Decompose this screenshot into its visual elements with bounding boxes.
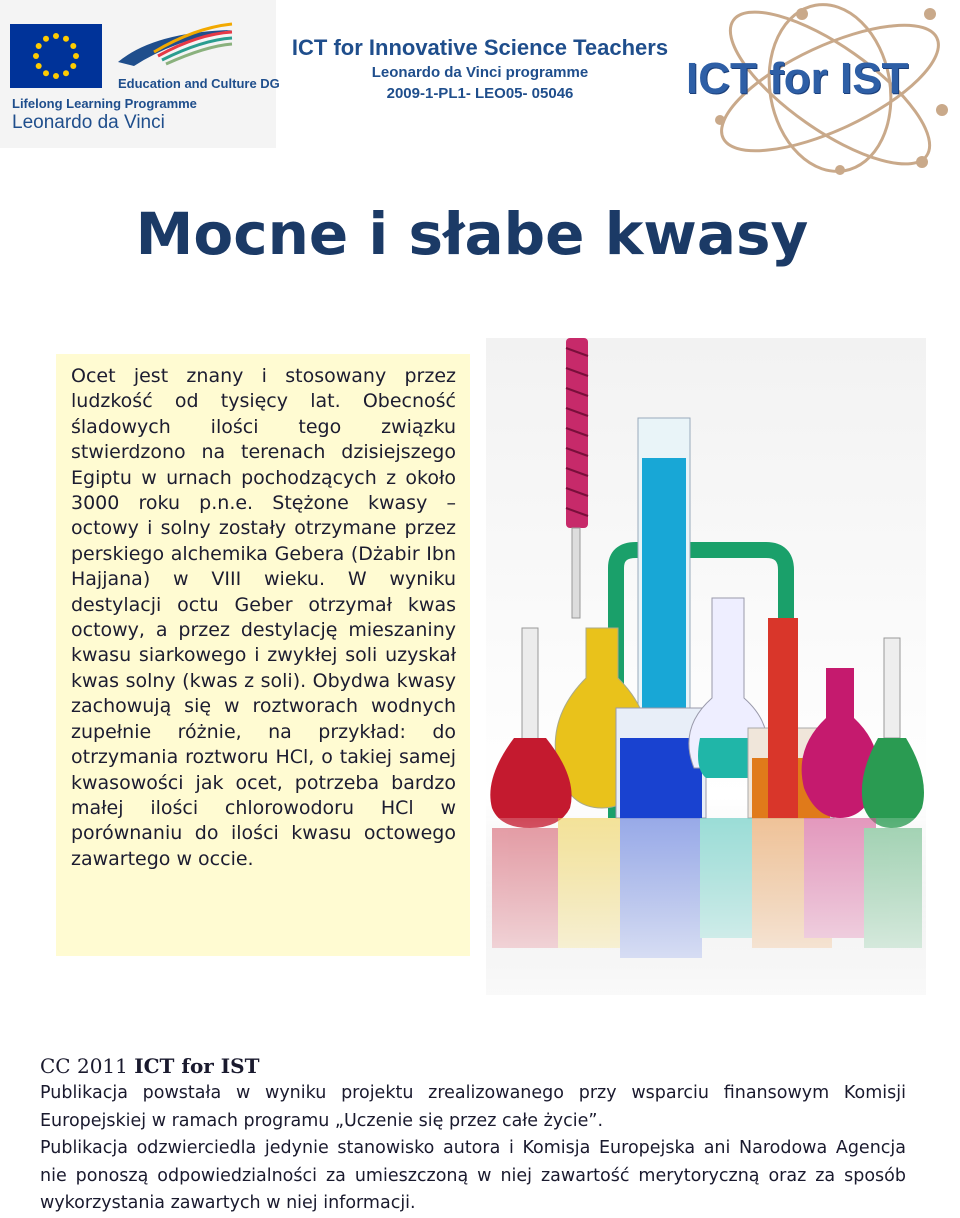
disclaimer: Publikacja odzwierciedla jedynie stanowisko autora i Komisja Europejska ani Narodowa Agencja nie ponoszą odpowiedzialności za umieszczoną w niej zawartość merytoryczną oraz za sposób wykorzystania zawartych w niej informacji. <box>40 1138 906 1213</box>
copyright-line <box>40 1052 906 1080</box>
intro-paragraph: Ocet jest znany i stosowany przez ludzkość od tysięcy lat. Obecność śladowych ilości tego związku stwierdzono na terenach dzisiejszego Egiptu w urnach pochodzących z około 3000 roku p.n.e. Stężone kwasy – octowy i solny zostały otrzymane przez perskiego alchemika Gebera (Dżabir Ibn Hajjana) w VIII wieku. W wyniku destylacji octu Geber otrzymał kwas octowy, a przez destylację mieszaniny kwasu siarkowego i zwykłej soli uzyskał kwas solny (kwas z soli). Obydwa kwasy zachowują się w roztworach wodnych zupełnie różnie, na przykład: do otrzymania roztworu HCl, o takiej samej kwasowości jak ocet, potrzeba bardzo małej ilości chlorowodoru HCl w porównaniu do ilości kwasu octowego zawartego w occie. <box>71 365 456 870</box>
eu-flag-icon <box>10 24 102 88</box>
leonardo-da-vinci-label: Leonardo da Vinci <box>12 112 165 133</box>
project-header <box>282 34 678 104</box>
intro-text-box <box>56 354 470 956</box>
project-code: 2009-1-PL1- LEO05- 05046 <box>386 85 574 102</box>
programme-name: Leonardo da Vinci programme <box>371 64 589 81</box>
education-culture-dg-label: Education and Culture DG <box>118 76 280 91</box>
lab-glassware-photo <box>486 338 926 995</box>
copyright-prefix: CC 2011 <box>40 1054 135 1078</box>
lab-glassware-icon <box>486 338 926 995</box>
page-title: Mocne i słabe kwasy <box>135 200 809 268</box>
lifelong-learning-label: Lifelong Learning Programme <box>12 96 197 111</box>
project-title: ICT for Innovative Science Teachers <box>291 35 669 60</box>
copyright-brand: ICT for IST <box>134 1054 260 1078</box>
funding-note: Publikacja powstała w wyniku projektu zrealizowanego przy wsparciu finansowym Komisji Europejskiej w ramach programu „Uczenie się przez całe życie”. <box>40 1083 906 1131</box>
education-culture-swoosh-icon <box>114 22 234 72</box>
footer <box>40 1052 906 1218</box>
eu-programme-logo <box>0 0 280 148</box>
ict-for-ist-logo: ICT for IST <box>686 54 909 103</box>
